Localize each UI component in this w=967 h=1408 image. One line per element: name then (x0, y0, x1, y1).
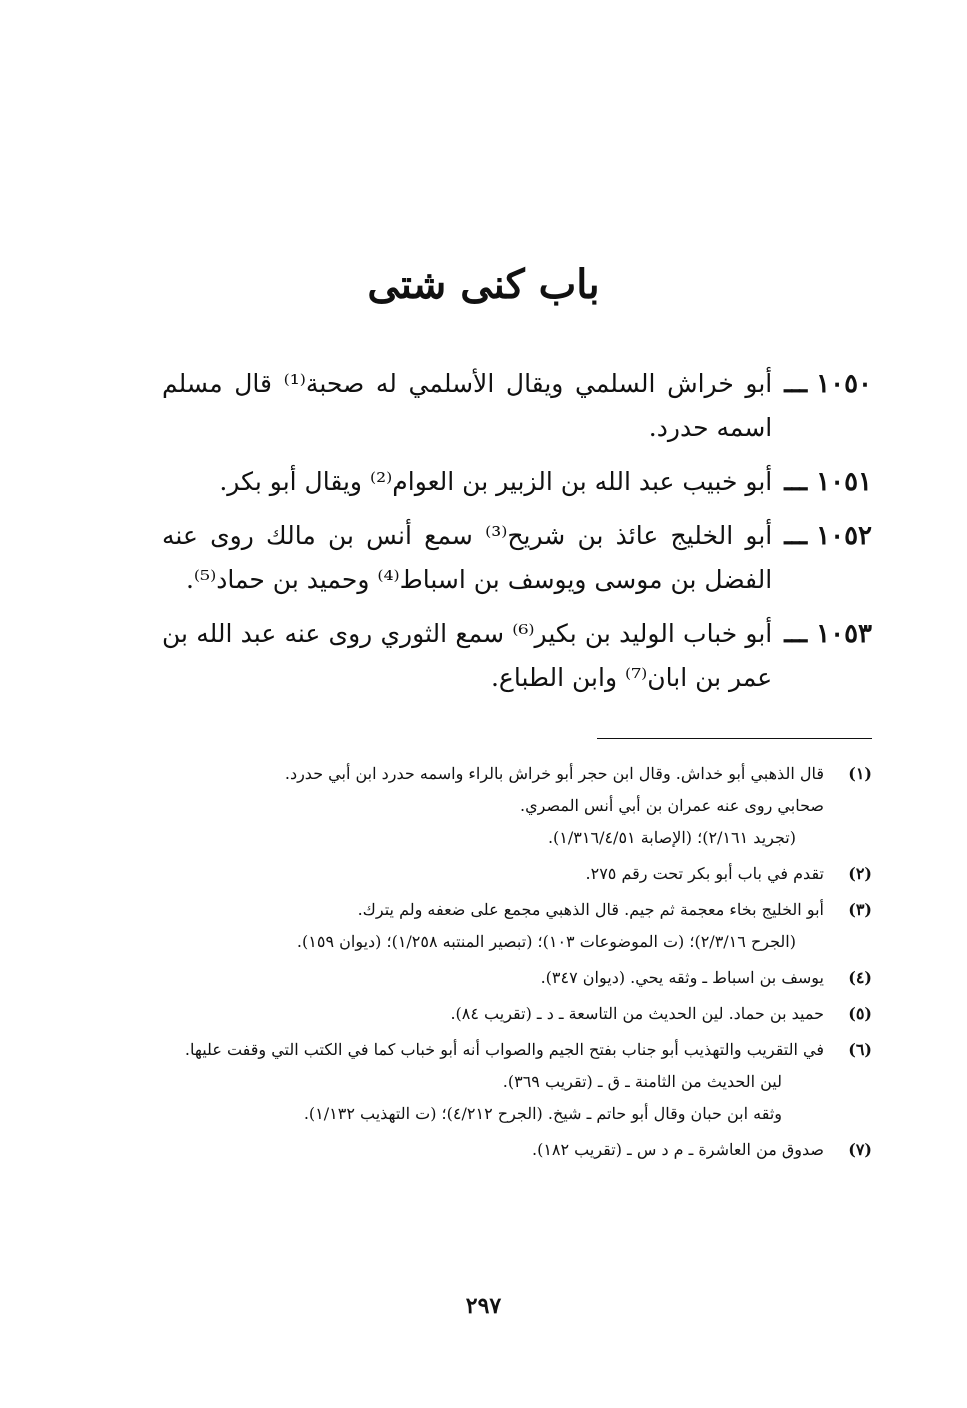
footnote-line: في التقريب والتهذيب أبو جناب بفتح الجيم والصواب أنه أبو خباب كما في الكتب التي وقفت عليها. (184, 1040, 824, 1059)
footnote-body (160, 894, 824, 958)
footnote-line: صحابي روى عنه عمران بن أبي أنس المصري. (520, 796, 824, 815)
footnote-number: (٧) (848, 1140, 872, 1159)
footnote-divider (597, 738, 872, 739)
footnote-body (160, 1034, 824, 1130)
entry-number: ١٠٥٠ ـــ (784, 369, 872, 399)
footnote-number: (٣) (848, 900, 872, 919)
entry-1052 (162, 514, 872, 602)
footnote-body (160, 998, 824, 1030)
entry-text: أبو الخليج عائذ بن شريح⁽³⁾ سمع أنس بن مالك روى عنه الفضل بن موسى ويوسف بن اسباط⁽⁴⁾ وحميد بن حماد⁽⁵⁾. (162, 521, 773, 594)
footnote-body (160, 758, 824, 854)
footnote-6 (160, 1034, 872, 1130)
footnote-2 (160, 858, 872, 890)
footnote-line: يوسف بن اسباط ـ وثقه يحي. (ديوان ٣٤٧). (540, 968, 824, 987)
footnote-body (160, 1134, 824, 1166)
footnote-citation: (تجريد ٢/١٦١)؛ (الإصابة ١/٣١٦/٤/٥١). (547, 828, 796, 847)
entry-text: أبو خراش السلمي ويقال الأسلمي له صحبة⁽¹⁾ قال مسلم اسمه حدرد. (162, 369, 773, 442)
footnote-line: لين الحديث من الثامنة ـ ق ـ (تقريب ٣٦٩). (502, 1072, 782, 1091)
entry-1053 (162, 612, 872, 700)
footnote-citation: وثقه ابن حبان وقال أبو حاتم ـ شيخ. (الجرح ٤/٢١٢)؛ (ت التهذيب ١/١٣٢). (303, 1104, 782, 1123)
entry-text: أبو خبيب عبد الله بن الزبير بن العوام⁽²⁾ ويقال أبو بكر. (219, 467, 773, 496)
footnote-number: (٦) (848, 1040, 872, 1059)
footnote-7 (160, 1134, 872, 1166)
footnote-citation: (الجرح ٢/٣/١٦)؛ (ت الموضوعات ١٠٣)؛ (تبصير المنتبه ١/٢٥٨)؛ (ديوان ١٥٩). (296, 932, 796, 951)
entry-1050 (162, 362, 872, 450)
entry-number: ١٠٥٣ ـــ (784, 619, 872, 649)
page-number: ٢٩٧ (465, 1293, 502, 1319)
footnote-5 (160, 998, 872, 1030)
footnote-number: (٤) (848, 968, 872, 987)
footnote-line: صدوق من العاشرة ـ م د س ـ (تقريب ١٨٢). (531, 1140, 824, 1159)
footnote-line: تقدم في باب أبو بكر تحت رقم ٢٧٥. (585, 864, 824, 883)
entry-number: ١٠٥١ ـــ (784, 467, 872, 497)
chapter-title: باب كنى شتى (367, 261, 600, 308)
entry-number: ١٠٥٢ ـــ (784, 521, 872, 551)
footnote-body (160, 858, 824, 890)
entry-1051 (162, 460, 872, 504)
footnote-number: (٢) (848, 864, 872, 883)
entry-text: أبو خباب الوليد بن بكير⁽⁶⁾ سمع الثوري روى عنه عبد الله بن عمر بن ابان⁽⁷⁾ وابن الطباع. (162, 619, 773, 692)
footnote-1 (160, 758, 872, 854)
footnote-line: قال الذهبي أبو خداش. وقال ابن حجر أبو خراش بالراء واسمه حدرد ابن أبي حدرد. (284, 764, 824, 783)
footnote-line: حميد بن حماد. لين الحديث من التاسعة ـ د ـ (تقريب ٨٤). (450, 1004, 824, 1023)
footnote-number: (٥) (848, 1004, 872, 1023)
footnotes-list (160, 758, 872, 1170)
footnote-line: أبو الخليج بخاء معجمة ثم جيم. قال الذهبي مجمع على ضعفه ولم يترك. (357, 900, 824, 919)
footnote-body (160, 962, 824, 994)
footnote-number: (١) (848, 764, 872, 783)
footnote-4 (160, 962, 872, 994)
footnote-3 (160, 894, 872, 958)
entries-list (162, 362, 872, 710)
